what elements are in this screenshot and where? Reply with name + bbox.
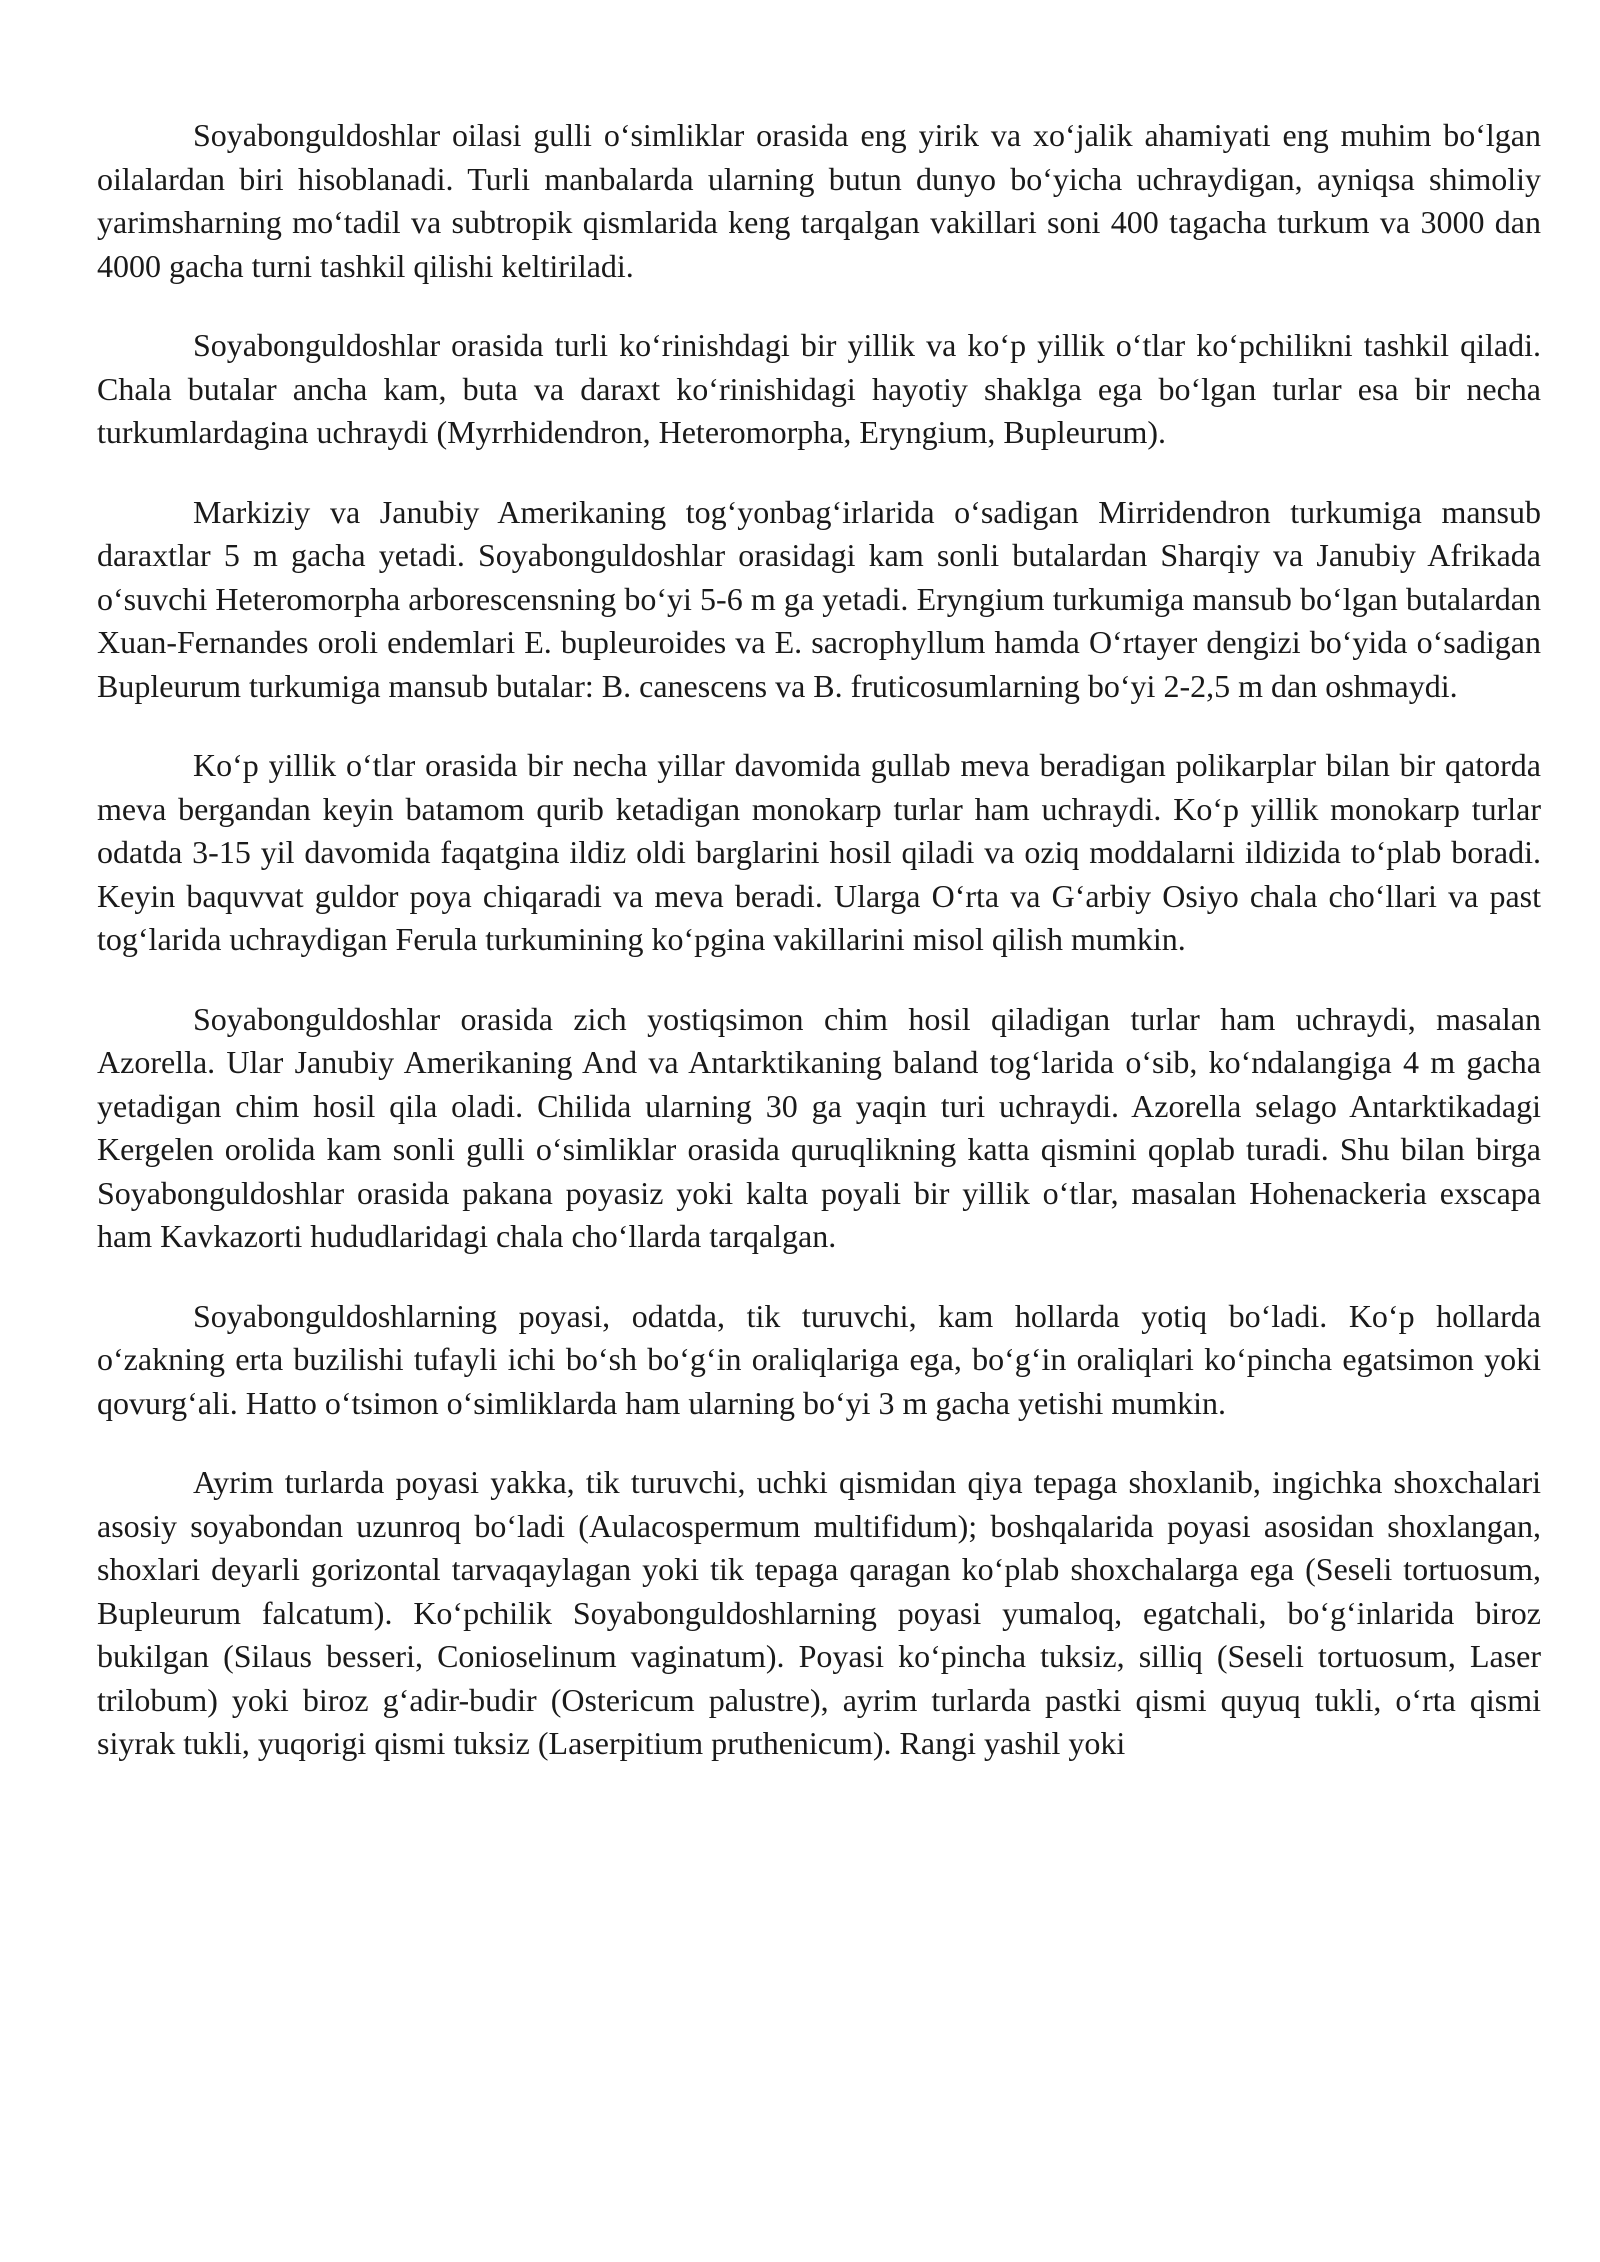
paragraph-4: Ko‘p yillik o‘tlar orasida bir necha yillar davomida gullab meva beradigan polikarplar bilan bir qatorda meva bergandan keyin batamom qurib ketadigan monokarp turlar ham uchraydi. Ko‘p yillik monokarp turlar odatda 3-15 yil davomida faqatgina ildiz oldi barglarini hosil qiladi va oziq moddalarni ildizida to‘plab boradi. Keyin baquvvat guldor poya chiqaradi va meva beradi. Ularga O‘rta va G‘arbiy Osiyo chala cho‘llari va past tog‘larida uchraydigan Ferula turkumining ko‘pgina vakillarini misol qilish mumkin. [97,747,1541,957]
paragraph-2: Soyabonguldoshlar orasida turli ko‘rinishdagi bir yillik va ko‘p yillik o‘tlar ko‘pchilikni tashkil qiladi. Chala butalar ancha kam, buta va daraxt ko‘rinishidagi hayotiy shaklga ega bo‘lgan turlar esa bir necha turkumlardagina uchraydi (Myrrhidendron, Heteromorpha, Eryngium, Bupleurum). [97,327,1541,450]
document-body [97,114,1541,1802]
paragraph-6: Soyabonguldoshlarning poyasi, odatda, tik turuvchi, kam hollarda yotiq bo‘ladi. Ko‘p hollarda o‘zakning erta buzilishi tufayli ichi bo‘sh bo‘g‘in oraliqlariga ega, bo‘g‘in oraliqlari ko‘pincha egatsimon yoki qovurg‘ali. Hatto o‘tsimon o‘simliklarda ham ularning bo‘yi 3 m gacha yetishi mumkin. [97,1297,1541,1421]
paragraph-5: Soyabonguldoshlar orasida zich yostiqsimon chim hosil qiladigan turlar ham uchraydi, masalan Azorella. Ular Janubiy Amerikaning And va Antarktikaning baland tog‘larida o‘sib, ko‘ndalangiga 4 m gacha yetadigan chim hosil qila oladi. Chilida ularning 30 ga yaqin turi uchraydi. Azorella selago Antarktikadagi Kergelen orolida kam sonli gulli o‘simliklar orasida quruqlikning katta qismini qoplab turadi. Shu bilan birga Soyabonguldoshlar orasida pakana poyasiz yoki kalta poyali bir yillik o‘tlar, masalan Hohenackeria exscapa ham Kavkazorti hududlaridagi chala cho‘llarda tarqalgan. [97,1000,1541,1254]
paragraph-3: Markiziy va Janubiy Amerikaning tog‘yonbag‘irlarida o‘sadigan Mirridendron turkumiga mansub daraxtlar 5 m gacha yetadi. Soyabonguldoshlar orasidagi kam sonli butalardan Sharqiy va Janubiy Afrikada o‘suvchi Heteromorpha arborescensning bo‘yi 5-6 m ga yetadi. Eryngium turkumiga mansub bo‘lgan butalardan Xuan-Fernandes oroli endemlari E. bupleuroides va E. sacrophyllum hamda O‘rtayer dengizi bo‘yida o‘sadigan Bupleurum turkumiga mansub butalar: B. canescens va B. fruticosumlarning bo‘yi 2-2,5 m dan oshmaydi. [97,493,1541,704]
paragraph-1: Soyabonguldoshlar oilasi gulli o‘simliklar orasida eng yirik va xo‘jalik ahamiyati eng muhim bo‘lgan oilalardan biri hisoblanadi. Turli manbalarda ularning butun dunyo bo‘yicha uchraydigan, ayniqsa shimoliy yarimsharning mo‘tadil va subtropik qismlarida keng tarqalgan vakillari soni 400 tagacha turkum va 3000 dan 4000 gacha turni tashkil qilishi keltiriladi. [97,117,1541,284]
paragraph-7: Ayrim turlarda poyasi yakka, tik turuvchi, uchki qismidan qiya tepaga shoxlanib, ingichka shoxchalari asosiy soyabondan uzunroq bo‘ladi (Aulacospermum multifidum); boshqalarida poyasi asosidan shoxlangan, shoxlari deyarli gorizontal tarvaqaylagan yoki tik tepaga qaragan ko‘plab shoxchalarga ega (Seseli tortuosum, Bupleurum falcatum). Ko‘pchilik Soyabonguldoshlarning poyasi yumaloq, egatchali, bo‘g‘inlarida biroz bukilgan (Silaus besseri, Conioselinum vaginatum). Poyasi ko‘pincha tuksiz, silliq (Seseli tortuosum, Laser trilobum) yoki biroz g‘adir-budir (Ostericum palustre), ayrim turlarda pastki qismi quyuq tukli, o‘rta qismi siyrak tukli, yuqorigi qismi tuksiz (Laserpitium pruthenicum). Rangi yashil yoki [97,1464,1541,1761]
